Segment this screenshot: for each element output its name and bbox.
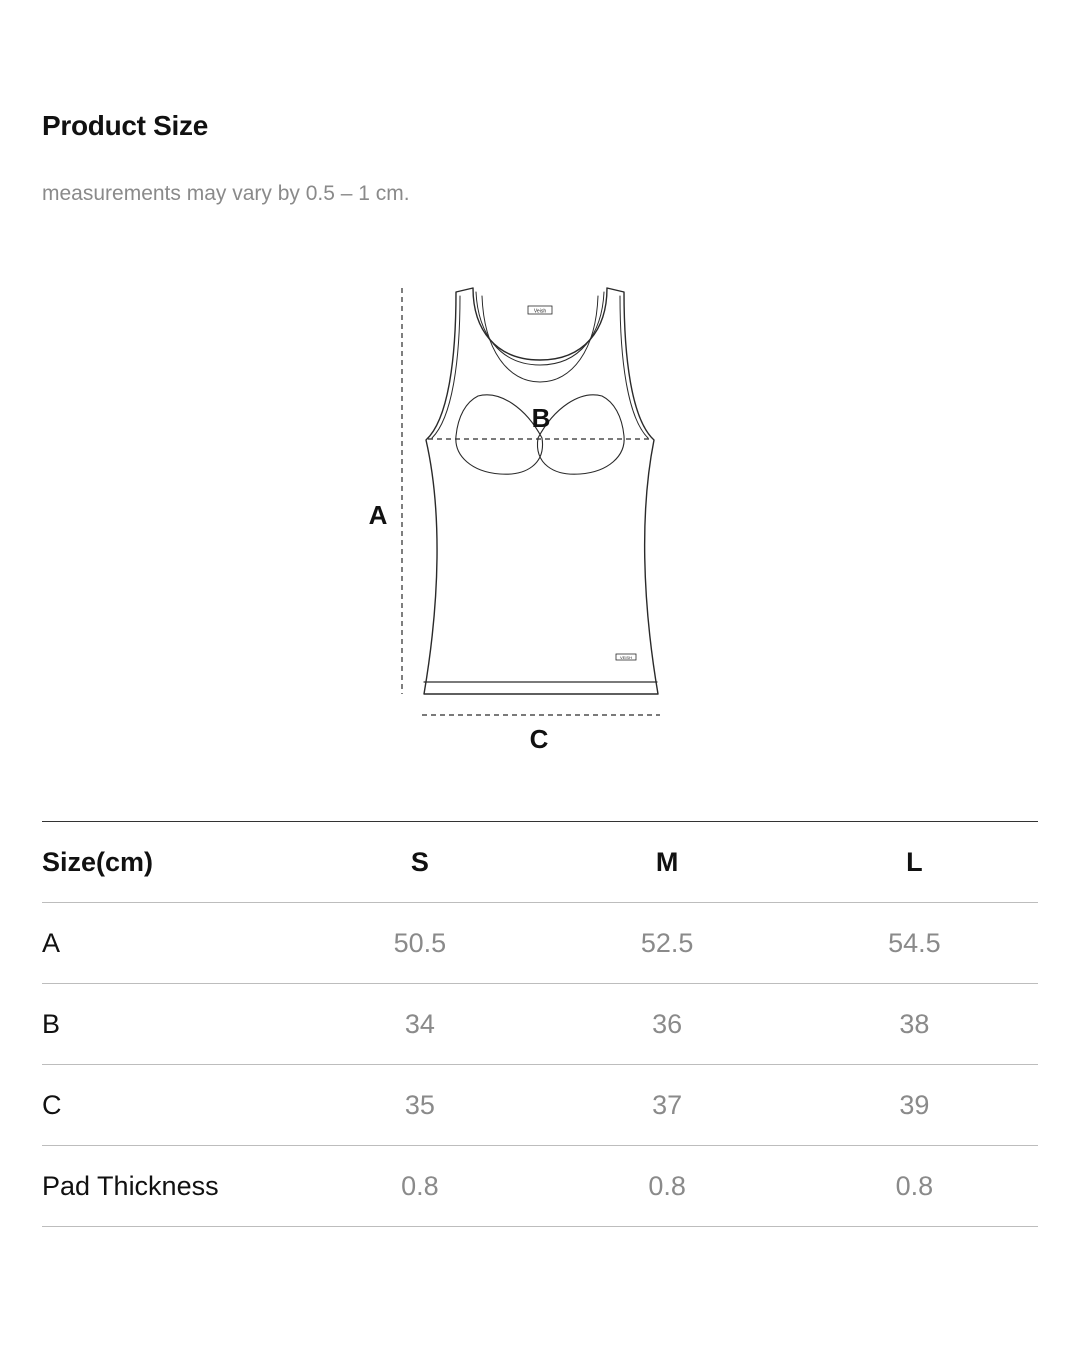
measure-label-a: A (368, 500, 388, 530)
measure-label-c: C (529, 724, 549, 754)
table-row (42, 903, 1038, 984)
measure-label-b: B (531, 403, 551, 433)
size-header-label: Size(cm) (42, 822, 296, 903)
pad-left (456, 395, 543, 474)
row-label: Pad Thickness (42, 1146, 296, 1227)
cell-value: 0.8 (791, 1146, 1038, 1227)
size-header-m: M (543, 822, 790, 903)
cell-value: 52.5 (543, 903, 790, 984)
neck-tag-text: Veish (533, 308, 547, 315)
size-header-l: L (791, 822, 1038, 903)
cell-value: 36 (543, 984, 790, 1065)
row-label: B (42, 984, 296, 1065)
hem-tag-text: VEISH (619, 655, 633, 660)
row-label: A (42, 903, 296, 984)
cell-value: 0.8 (543, 1146, 790, 1227)
page-title: Product Size (42, 110, 208, 141)
table-row (42, 1146, 1038, 1227)
table-row (42, 1065, 1038, 1146)
measurement-note: measurements may vary by 0.5 – 1 cm. (42, 182, 410, 205)
cell-value: 38 (791, 984, 1038, 1065)
size-header-s: S (296, 822, 543, 903)
cell-value: 0.8 (296, 1146, 543, 1227)
cell-value: 37 (543, 1065, 790, 1146)
cell-value: 34 (296, 984, 543, 1065)
cell-value: 50.5 (296, 903, 543, 984)
row-label: C (42, 1065, 296, 1146)
cell-value: 54.5 (791, 903, 1038, 984)
cell-value: 35 (296, 1065, 543, 1146)
garment-outline (424, 288, 658, 694)
table-row (42, 984, 1038, 1065)
table-header-row (42, 822, 1038, 903)
tank-top-diagram (350, 270, 690, 760)
cell-value: 39 (791, 1065, 1038, 1146)
size-table (42, 821, 1038, 1227)
pad-right (537, 395, 624, 474)
